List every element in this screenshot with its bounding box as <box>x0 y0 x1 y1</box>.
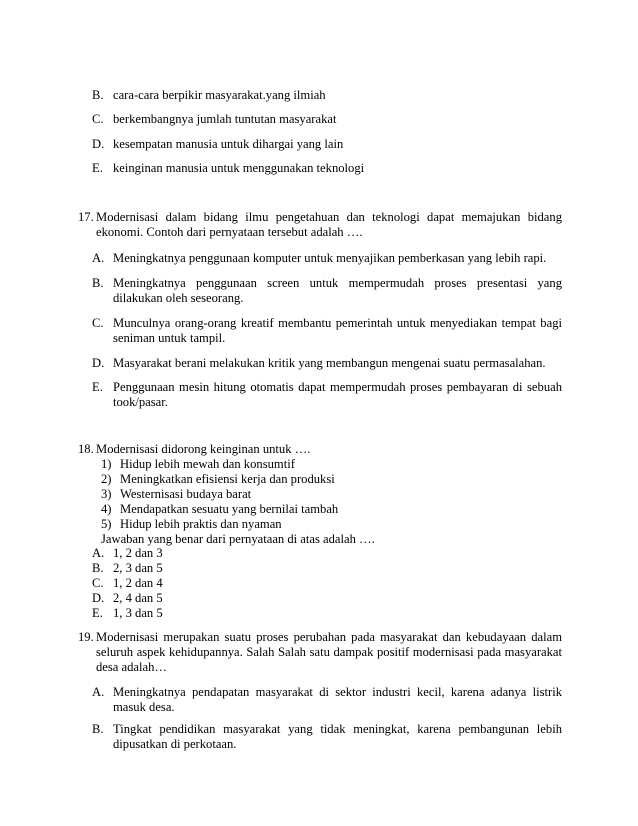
option-label: E. <box>92 161 103 175</box>
option-label: C. <box>92 112 104 126</box>
option-text: kesempatan manusia untuk dihargai yang lain <box>113 137 344 151</box>
statement-text: Hidup lebih praktis dan nyaman <box>120 517 282 531</box>
option-label: A. <box>92 546 105 560</box>
question-stem: Modernisasi dalam bidang ilmu pengetahuan dan teknologi dapat memajukan bidang ekonomi. Contoh dari pernyataan tersebut adalah …. <box>96 210 562 239</box>
option-text: Penggunaan mesin hitung otomatis dapat mempermudah proses pembayaran di sebuah took/pasar. <box>113 380 562 409</box>
option-text: 1, 2 dan 3 <box>113 546 163 560</box>
statement-label: 2) <box>101 472 112 486</box>
option-text: Munculnya orang-orang kreatif membantu pemerintah untuk menyediakan tempat bagi seniman untuk tampil. <box>113 316 562 345</box>
option-label: E. <box>92 606 103 620</box>
option-text: keinginan manusia untuk menggunakan teknologi <box>113 161 365 175</box>
option-text: berkembangnya jumlah tuntutan masyarakat <box>113 112 337 126</box>
question-number: 18. <box>78 442 94 456</box>
option-text: 2, 3 dan 5 <box>113 561 163 575</box>
question-number: 17. <box>78 210 94 224</box>
option-text: cara-cara berpikir masyarakat.yang ilmiah <box>113 88 326 102</box>
statement-label: 3) <box>101 487 112 501</box>
statement-text: Mendapatkan sesuatu yang bernilai tambah <box>120 502 339 516</box>
statement-label: 5) <box>101 517 112 531</box>
option-text: 2, 4 dan 5 <box>113 591 163 605</box>
question-prompt: Jawaban yang benar dari pernyataan di atas adalah …. <box>101 532 375 546</box>
statement-label: 1) <box>101 457 112 471</box>
statement-text: Meningkatkan efisiensi kerja dan produksi <box>120 472 335 486</box>
statement-text: Hidup lebih mewah dan konsumtif <box>120 457 295 471</box>
option-label: D. <box>92 356 105 370</box>
option-text: Masyarakat berani melakukan kritik yang membangun mengenai suatu permasalahan. <box>113 356 546 370</box>
option-label: B. <box>92 88 104 102</box>
option-label: C. <box>92 576 104 590</box>
option-label: B. <box>92 561 104 575</box>
statement-text: Westernisasi budaya barat <box>120 487 252 501</box>
option-label: B. <box>92 276 104 290</box>
option-label: E. <box>92 380 103 394</box>
option-text: Meningkatnya pendapatan masyarakat di sektor industri kecil, karena adanya listrik masuk desa. <box>113 685 562 714</box>
option-text: Tingkat pendidikan masyarakat yang tidak meningkat, karena pembangunan lebih dipusatkan di perkotaan. <box>113 722 562 751</box>
option-text: Meningkatnya penggunaan screen untuk mempermudah proses presentasi yang dilakukan oleh seseorang. <box>113 276 562 305</box>
option-label: A. <box>92 251 105 265</box>
question-number: 19. <box>78 630 94 644</box>
option-label: D. <box>92 137 105 151</box>
option-label: C. <box>92 316 104 330</box>
question-stem: Modernisasi merupakan suatu proses perubahan pada masyarakat dan kebudayaan dalam seluruh aspek kehidupannya. Salah Salah satu dampak positif modernisasi pada masyarakat desa adalah… <box>96 630 562 674</box>
option-text: 1, 2 dan 4 <box>113 576 163 590</box>
question-stem: Modernisasi didorong keinginan untuk …. <box>96 442 311 456</box>
option-label: B. <box>92 722 104 736</box>
option-text: Meningkatnya penggunaan komputer untuk menyajikan pemberkasan yang lebih rapi. <box>113 251 547 265</box>
option-text: 1, 3 dan 5 <box>113 606 163 620</box>
option-label: A. <box>92 685 105 699</box>
option-label: D. <box>92 591 105 605</box>
statement-label: 4) <box>101 502 112 516</box>
